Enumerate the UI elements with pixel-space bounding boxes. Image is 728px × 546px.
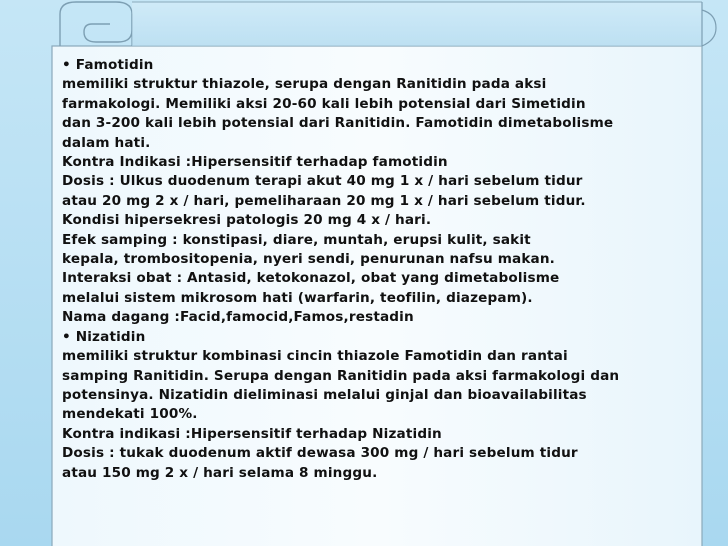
text-line: atau 150 mg 2 x / hari selama 8 minggu. bbox=[62, 464, 378, 481]
text-line: Dosis : Ulkus duodenum terapi akut 40 mg 1 x / hari sebelum tidur bbox=[62, 173, 583, 190]
text-line: • Famotidin bbox=[62, 57, 154, 73]
text-line: melalui sistem mikrosom hati (warfarin, teofilin, diazepam). bbox=[62, 289, 533, 306]
scroll-right-curl bbox=[702, 2, 716, 46]
text-line: dalam hati. bbox=[62, 134, 151, 151]
text-line: farmakologi. Memiliki aksi 20-60 kali lebih potensial dari Simetidin bbox=[62, 95, 586, 112]
text-line: memiliki struktur thiazole, serupa dengan Ranitidin pada aksi bbox=[62, 76, 547, 93]
text-line: potensinya. Nizatidin dieliminasi melalui ginjal dan bioavailabilitas bbox=[62, 386, 587, 403]
scroll-top-roll bbox=[132, 2, 702, 46]
text-line: Kontra indikasi :Hipersensitif terhadap Nizatidin bbox=[62, 425, 442, 442]
text-line: samping Ranitidin. Serupa dengan Ranitidin pada aksi farmakologi dan bbox=[62, 367, 620, 384]
text-line: Nama dagang :Facid,famocid,Famos,restadin bbox=[62, 309, 414, 326]
text-line: • Nizatidin bbox=[62, 328, 146, 345]
text-line: Interaksi obat : Antasid, ketokonazol, obat yang dimetabolisme bbox=[62, 270, 560, 287]
text-line: Efek samping : konstipasi, diare, muntah, erupsi kulit, sakit bbox=[62, 231, 531, 248]
text-line: memiliki struktur kombinasi cincin thiazole Famotidin dan rantai bbox=[62, 348, 568, 365]
text-line: atau 20 mg 2 x / hari, pemeliharaan 20 mg 1 x / hari sebelum tidur. bbox=[62, 192, 586, 209]
text-line: mendekati 100%. bbox=[62, 406, 198, 423]
slide-body-text bbox=[62, 56, 690, 483]
scroll-top-curl bbox=[60, 2, 132, 46]
text-line: Dosis : tukak duodenum aktif dewasa 300 mg / hari sebelum tidur bbox=[62, 445, 578, 462]
text-line: Kontra Indikasi :Hipersensitif terhadap famotidin bbox=[62, 154, 448, 171]
text-line: dan 3-200 kali lebih potensial dari Ranitidin. Famotidin dimetabolisme bbox=[62, 115, 614, 132]
text-line: kepala, trombositopenia, nyeri sendi, penurunan nafsu makan. bbox=[62, 251, 555, 268]
text-line: Kondisi hipersekresi patologis 20 mg 4 x / hari. bbox=[62, 212, 432, 229]
